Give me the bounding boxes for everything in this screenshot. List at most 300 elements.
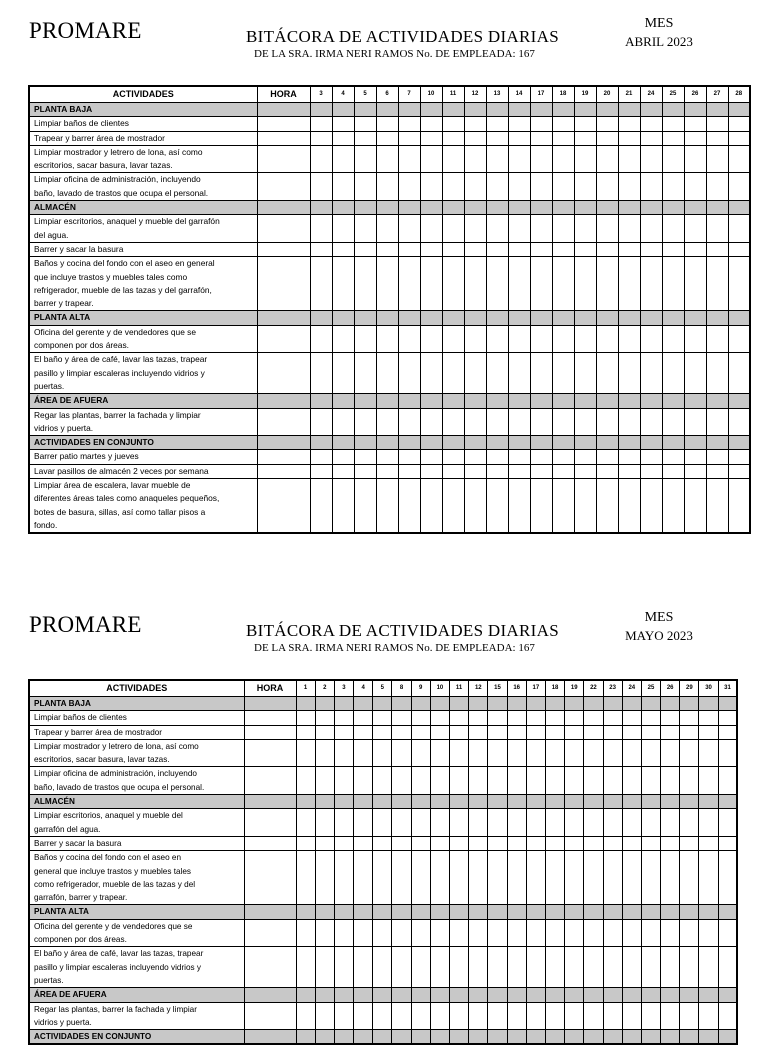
day-check-cell[interactable] [420, 201, 442, 215]
day-check-cell[interactable] [603, 851, 622, 905]
day-check-cell[interactable] [680, 905, 699, 919]
day-check-cell[interactable] [488, 919, 507, 947]
day-check-cell[interactable] [411, 739, 430, 767]
day-check-cell[interactable] [728, 450, 750, 464]
day-check-cell[interactable] [596, 436, 618, 450]
day-check-cell[interactable] [728, 408, 750, 436]
day-check-cell[interactable] [296, 1030, 315, 1045]
day-check-cell[interactable] [508, 479, 530, 534]
day-check-cell[interactable] [684, 117, 706, 131]
day-check-cell[interactable] [622, 739, 641, 767]
day-check-cell[interactable] [430, 739, 449, 767]
day-check-cell[interactable] [565, 988, 584, 1002]
day-check-cell[interactable] [596, 117, 618, 131]
day-check-cell[interactable] [530, 450, 552, 464]
day-check-cell[interactable] [699, 836, 718, 850]
day-check-cell[interactable] [718, 725, 737, 739]
day-check-cell[interactable] [507, 988, 526, 1002]
day-check-cell[interactable] [354, 947, 373, 988]
day-check-cell[interactable] [442, 131, 464, 145]
day-check-cell[interactable] [411, 1002, 430, 1030]
day-check-cell[interactable] [464, 325, 486, 353]
day-check-cell[interactable] [596, 131, 618, 145]
day-check-cell[interactable] [584, 851, 603, 905]
day-check-cell[interactable] [392, 739, 411, 767]
day-check-cell[interactable] [486, 145, 508, 173]
day-check-cell[interactable] [596, 450, 618, 464]
day-check-cell[interactable] [354, 739, 373, 767]
day-check-cell[interactable] [661, 795, 680, 809]
day-check-cell[interactable] [530, 257, 552, 311]
day-check-cell[interactable] [574, 201, 596, 215]
day-check-cell[interactable] [662, 215, 684, 243]
day-check-cell[interactable] [526, 795, 545, 809]
day-check-cell[interactable] [699, 919, 718, 947]
day-check-cell[interactable] [442, 201, 464, 215]
day-check-cell[interactable] [596, 394, 618, 408]
day-check-cell[interactable] [699, 711, 718, 725]
day-check-cell[interactable] [684, 450, 706, 464]
day-check-cell[interactable] [354, 242, 376, 256]
day-check-cell[interactable] [486, 117, 508, 131]
day-check-cell[interactable] [334, 905, 353, 919]
day-check-cell[interactable] [507, 947, 526, 988]
hour-cell[interactable] [257, 464, 310, 478]
day-check-cell[interactable] [315, 947, 334, 988]
day-check-cell[interactable] [552, 464, 574, 478]
day-check-cell[interactable] [684, 257, 706, 311]
day-check-cell[interactable] [430, 988, 449, 1002]
day-check-cell[interactable] [552, 215, 574, 243]
day-check-cell[interactable] [530, 479, 552, 534]
day-check-cell[interactable] [507, 711, 526, 725]
day-check-cell[interactable] [411, 947, 430, 988]
day-check-cell[interactable] [545, 947, 564, 988]
day-check-cell[interactable] [661, 711, 680, 725]
hour-cell[interactable] [257, 173, 310, 201]
day-check-cell[interactable] [552, 117, 574, 131]
day-check-cell[interactable] [376, 394, 398, 408]
day-check-cell[interactable] [728, 242, 750, 256]
day-check-cell[interactable] [545, 739, 564, 767]
day-check-cell[interactable] [392, 795, 411, 809]
day-check-cell[interactable] [488, 809, 507, 837]
day-check-cell[interactable] [392, 905, 411, 919]
day-check-cell[interactable] [354, 145, 376, 173]
day-check-cell[interactable] [618, 408, 640, 436]
day-check-cell[interactable] [699, 905, 718, 919]
day-check-cell[interactable] [565, 1030, 584, 1045]
day-check-cell[interactable] [565, 739, 584, 767]
day-check-cell[interactable] [699, 947, 718, 988]
day-check-cell[interactable] [332, 436, 354, 450]
day-check-cell[interactable] [661, 1030, 680, 1045]
day-check-cell[interactable] [508, 215, 530, 243]
day-check-cell[interactable] [420, 353, 442, 394]
day-check-cell[interactable] [584, 711, 603, 725]
day-check-cell[interactable] [584, 697, 603, 711]
day-check-cell[interactable] [618, 103, 640, 117]
day-check-cell[interactable] [398, 479, 420, 534]
day-check-cell[interactable] [354, 257, 376, 311]
day-check-cell[interactable] [596, 201, 618, 215]
day-check-cell[interactable] [310, 173, 332, 201]
day-check-cell[interactable] [662, 131, 684, 145]
day-check-cell[interactable] [332, 131, 354, 145]
day-check-cell[interactable] [376, 436, 398, 450]
hour-cell[interactable] [257, 257, 310, 311]
day-check-cell[interactable] [641, 919, 660, 947]
day-check-cell[interactable] [376, 215, 398, 243]
day-check-cell[interactable] [334, 1030, 353, 1045]
day-check-cell[interactable] [469, 1030, 488, 1045]
day-check-cell[interactable] [420, 479, 442, 534]
day-check-cell[interactable] [574, 173, 596, 201]
day-check-cell[interactable] [420, 215, 442, 243]
day-check-cell[interactable] [373, 725, 392, 739]
day-check-cell[interactable] [584, 947, 603, 988]
day-check-cell[interactable] [392, 697, 411, 711]
day-check-cell[interactable] [420, 257, 442, 311]
day-check-cell[interactable] [464, 103, 486, 117]
day-check-cell[interactable] [420, 103, 442, 117]
day-check-cell[interactable] [332, 242, 354, 256]
day-check-cell[interactable] [680, 711, 699, 725]
day-check-cell[interactable] [354, 353, 376, 394]
day-check-cell[interactable] [508, 436, 530, 450]
day-check-cell[interactable] [354, 117, 376, 131]
hour-cell[interactable] [244, 795, 296, 809]
day-check-cell[interactable] [574, 479, 596, 534]
day-check-cell[interactable] [469, 767, 488, 795]
day-check-cell[interactable] [450, 919, 469, 947]
day-check-cell[interactable] [430, 947, 449, 988]
day-check-cell[interactable] [430, 711, 449, 725]
day-check-cell[interactable] [354, 436, 376, 450]
day-check-cell[interactable] [661, 919, 680, 947]
hour-cell[interactable] [244, 767, 296, 795]
day-check-cell[interactable] [684, 242, 706, 256]
day-check-cell[interactable] [310, 215, 332, 243]
day-check-cell[interactable] [526, 905, 545, 919]
day-check-cell[interactable] [552, 145, 574, 173]
day-check-cell[interactable] [699, 697, 718, 711]
day-check-cell[interactable] [420, 325, 442, 353]
hour-cell[interactable] [244, 836, 296, 850]
day-check-cell[interactable] [574, 117, 596, 131]
day-check-cell[interactable] [618, 173, 640, 201]
day-check-cell[interactable] [310, 464, 332, 478]
day-check-cell[interactable] [411, 767, 430, 795]
day-check-cell[interactable] [469, 836, 488, 850]
day-check-cell[interactable] [661, 809, 680, 837]
day-check-cell[interactable] [354, 325, 376, 353]
day-check-cell[interactable] [699, 1030, 718, 1045]
day-check-cell[interactable] [545, 711, 564, 725]
day-check-cell[interactable] [574, 103, 596, 117]
day-check-cell[interactable] [603, 1030, 622, 1045]
day-check-cell[interactable] [430, 795, 449, 809]
day-check-cell[interactable] [354, 988, 373, 1002]
day-check-cell[interactable] [565, 836, 584, 850]
day-check-cell[interactable] [469, 1002, 488, 1030]
day-check-cell[interactable] [450, 1002, 469, 1030]
day-check-cell[interactable] [574, 436, 596, 450]
day-check-cell[interactable] [334, 767, 353, 795]
day-check-cell[interactable] [661, 905, 680, 919]
day-check-cell[interactable] [315, 1030, 334, 1045]
day-check-cell[interactable] [315, 836, 334, 850]
day-check-cell[interactable] [508, 450, 530, 464]
day-check-cell[interactable] [450, 739, 469, 767]
day-check-cell[interactable] [603, 711, 622, 725]
day-check-cell[interactable] [603, 809, 622, 837]
day-check-cell[interactable] [622, 947, 641, 988]
day-check-cell[interactable] [469, 809, 488, 837]
day-check-cell[interactable] [411, 711, 430, 725]
day-check-cell[interactable] [464, 464, 486, 478]
day-check-cell[interactable] [376, 408, 398, 436]
day-check-cell[interactable] [398, 394, 420, 408]
day-check-cell[interactable] [603, 1002, 622, 1030]
day-check-cell[interactable] [618, 353, 640, 394]
day-check-cell[interactable] [411, 697, 430, 711]
day-check-cell[interactable] [334, 988, 353, 1002]
day-check-cell[interactable] [680, 947, 699, 988]
day-check-cell[interactable] [641, 905, 660, 919]
day-check-cell[interactable] [574, 257, 596, 311]
day-check-cell[interactable] [442, 394, 464, 408]
day-check-cell[interactable] [354, 131, 376, 145]
day-check-cell[interactable] [718, 836, 737, 850]
day-check-cell[interactable] [530, 215, 552, 243]
day-check-cell[interactable] [661, 697, 680, 711]
day-check-cell[interactable] [552, 311, 574, 325]
hour-cell[interactable] [257, 131, 310, 145]
day-check-cell[interactable] [622, 1030, 641, 1045]
day-check-cell[interactable] [706, 325, 728, 353]
day-check-cell[interactable] [486, 103, 508, 117]
day-check-cell[interactable] [354, 1030, 373, 1045]
day-check-cell[interactable] [584, 725, 603, 739]
day-check-cell[interactable] [398, 117, 420, 131]
day-check-cell[interactable] [641, 767, 660, 795]
day-check-cell[interactable] [420, 173, 442, 201]
day-check-cell[interactable] [552, 131, 574, 145]
day-check-cell[interactable] [411, 905, 430, 919]
day-check-cell[interactable] [392, 851, 411, 905]
day-check-cell[interactable] [464, 201, 486, 215]
day-check-cell[interactable] [430, 919, 449, 947]
day-check-cell[interactable] [718, 697, 737, 711]
day-check-cell[interactable] [354, 394, 376, 408]
day-check-cell[interactable] [398, 173, 420, 201]
day-check-cell[interactable] [574, 353, 596, 394]
day-check-cell[interactable] [310, 325, 332, 353]
day-check-cell[interactable] [526, 809, 545, 837]
day-check-cell[interactable] [622, 905, 641, 919]
day-check-cell[interactable] [640, 257, 662, 311]
day-check-cell[interactable] [718, 919, 737, 947]
day-check-cell[interactable] [552, 257, 574, 311]
day-check-cell[interactable] [464, 479, 486, 534]
day-check-cell[interactable] [464, 353, 486, 394]
day-check-cell[interactable] [507, 767, 526, 795]
day-check-cell[interactable] [334, 725, 353, 739]
day-check-cell[interactable] [618, 450, 640, 464]
day-check-cell[interactable] [464, 450, 486, 464]
day-check-cell[interactable] [641, 697, 660, 711]
day-check-cell[interactable] [464, 131, 486, 145]
day-check-cell[interactable] [332, 479, 354, 534]
day-check-cell[interactable] [296, 725, 315, 739]
day-check-cell[interactable] [488, 795, 507, 809]
day-check-cell[interactable] [373, 905, 392, 919]
day-check-cell[interactable] [680, 767, 699, 795]
day-check-cell[interactable] [469, 851, 488, 905]
day-check-cell[interactable] [469, 905, 488, 919]
day-check-cell[interactable] [706, 408, 728, 436]
day-check-cell[interactable] [310, 145, 332, 173]
day-check-cell[interactable] [392, 711, 411, 725]
day-check-cell[interactable] [662, 450, 684, 464]
day-check-cell[interactable] [618, 436, 640, 450]
day-check-cell[interactable] [376, 131, 398, 145]
day-check-cell[interactable] [699, 988, 718, 1002]
day-check-cell[interactable] [603, 767, 622, 795]
day-check-cell[interactable] [488, 836, 507, 850]
day-check-cell[interactable] [584, 1002, 603, 1030]
day-check-cell[interactable] [530, 325, 552, 353]
day-check-cell[interactable] [706, 242, 728, 256]
day-check-cell[interactable] [332, 325, 354, 353]
hour-cell[interactable] [257, 479, 310, 534]
day-check-cell[interactable] [526, 767, 545, 795]
day-check-cell[interactable] [584, 836, 603, 850]
day-check-cell[interactable] [684, 325, 706, 353]
day-check-cell[interactable] [684, 215, 706, 243]
day-check-cell[interactable] [526, 988, 545, 1002]
day-check-cell[interactable] [603, 725, 622, 739]
day-check-cell[interactable] [442, 479, 464, 534]
day-check-cell[interactable] [315, 1002, 334, 1030]
day-check-cell[interactable] [680, 919, 699, 947]
day-check-cell[interactable] [662, 257, 684, 311]
day-check-cell[interactable] [706, 353, 728, 394]
hour-cell[interactable] [257, 394, 310, 408]
day-check-cell[interactable] [442, 215, 464, 243]
day-check-cell[interactable] [618, 145, 640, 173]
day-check-cell[interactable] [398, 145, 420, 173]
day-check-cell[interactable] [392, 767, 411, 795]
day-check-cell[interactable] [618, 131, 640, 145]
day-check-cell[interactable] [699, 725, 718, 739]
day-check-cell[interactable] [332, 173, 354, 201]
day-check-cell[interactable] [315, 697, 334, 711]
day-check-cell[interactable] [545, 795, 564, 809]
day-check-cell[interactable] [442, 464, 464, 478]
day-check-cell[interactable] [684, 479, 706, 534]
day-check-cell[interactable] [680, 739, 699, 767]
day-check-cell[interactable] [507, 919, 526, 947]
day-check-cell[interactable] [469, 711, 488, 725]
day-check-cell[interactable] [315, 919, 334, 947]
day-check-cell[interactable] [310, 311, 332, 325]
hour-cell[interactable] [257, 353, 310, 394]
day-check-cell[interactable] [508, 145, 530, 173]
day-check-cell[interactable] [728, 436, 750, 450]
day-check-cell[interactable] [662, 103, 684, 117]
day-check-cell[interactable] [706, 464, 728, 478]
day-check-cell[interactable] [684, 464, 706, 478]
day-check-cell[interactable] [430, 809, 449, 837]
day-check-cell[interactable] [486, 242, 508, 256]
day-check-cell[interactable] [486, 215, 508, 243]
day-check-cell[interactable] [552, 450, 574, 464]
day-check-cell[interactable] [706, 257, 728, 311]
day-check-cell[interactable] [430, 836, 449, 850]
day-check-cell[interactable] [420, 436, 442, 450]
day-check-cell[interactable] [507, 851, 526, 905]
day-check-cell[interactable] [584, 988, 603, 1002]
day-check-cell[interactable] [530, 353, 552, 394]
day-check-cell[interactable] [530, 464, 552, 478]
day-check-cell[interactable] [486, 408, 508, 436]
day-check-cell[interactable] [662, 117, 684, 131]
day-check-cell[interactable] [334, 947, 353, 988]
day-check-cell[interactable] [526, 1002, 545, 1030]
day-check-cell[interactable] [354, 464, 376, 478]
day-check-cell[interactable] [398, 103, 420, 117]
day-check-cell[interactable] [728, 173, 750, 201]
day-check-cell[interactable] [718, 809, 737, 837]
day-check-cell[interactable] [373, 1030, 392, 1045]
day-check-cell[interactable] [706, 131, 728, 145]
day-check-cell[interactable] [488, 988, 507, 1002]
day-check-cell[interactable] [486, 394, 508, 408]
day-check-cell[interactable] [450, 836, 469, 850]
day-check-cell[interactable] [706, 436, 728, 450]
day-check-cell[interactable] [718, 947, 737, 988]
day-check-cell[interactable] [442, 408, 464, 436]
day-check-cell[interactable] [641, 711, 660, 725]
day-check-cell[interactable] [545, 919, 564, 947]
hour-cell[interactable] [244, 711, 296, 725]
day-check-cell[interactable] [411, 836, 430, 850]
day-check-cell[interactable] [603, 947, 622, 988]
hour-cell[interactable] [257, 145, 310, 173]
day-check-cell[interactable] [565, 905, 584, 919]
day-check-cell[interactable] [596, 215, 618, 243]
day-check-cell[interactable] [596, 353, 618, 394]
day-check-cell[interactable] [545, 1030, 564, 1045]
day-check-cell[interactable] [662, 173, 684, 201]
day-check-cell[interactable] [603, 905, 622, 919]
day-check-cell[interactable] [526, 739, 545, 767]
day-check-cell[interactable] [392, 947, 411, 988]
day-check-cell[interactable] [706, 311, 728, 325]
day-check-cell[interactable] [596, 173, 618, 201]
day-check-cell[interactable] [430, 1030, 449, 1045]
day-check-cell[interactable] [584, 795, 603, 809]
day-check-cell[interactable] [450, 1030, 469, 1045]
day-check-cell[interactable] [545, 851, 564, 905]
day-check-cell[interactable] [684, 131, 706, 145]
day-check-cell[interactable] [584, 919, 603, 947]
day-check-cell[interactable] [376, 173, 398, 201]
day-check-cell[interactable] [728, 131, 750, 145]
day-check-cell[interactable] [584, 739, 603, 767]
